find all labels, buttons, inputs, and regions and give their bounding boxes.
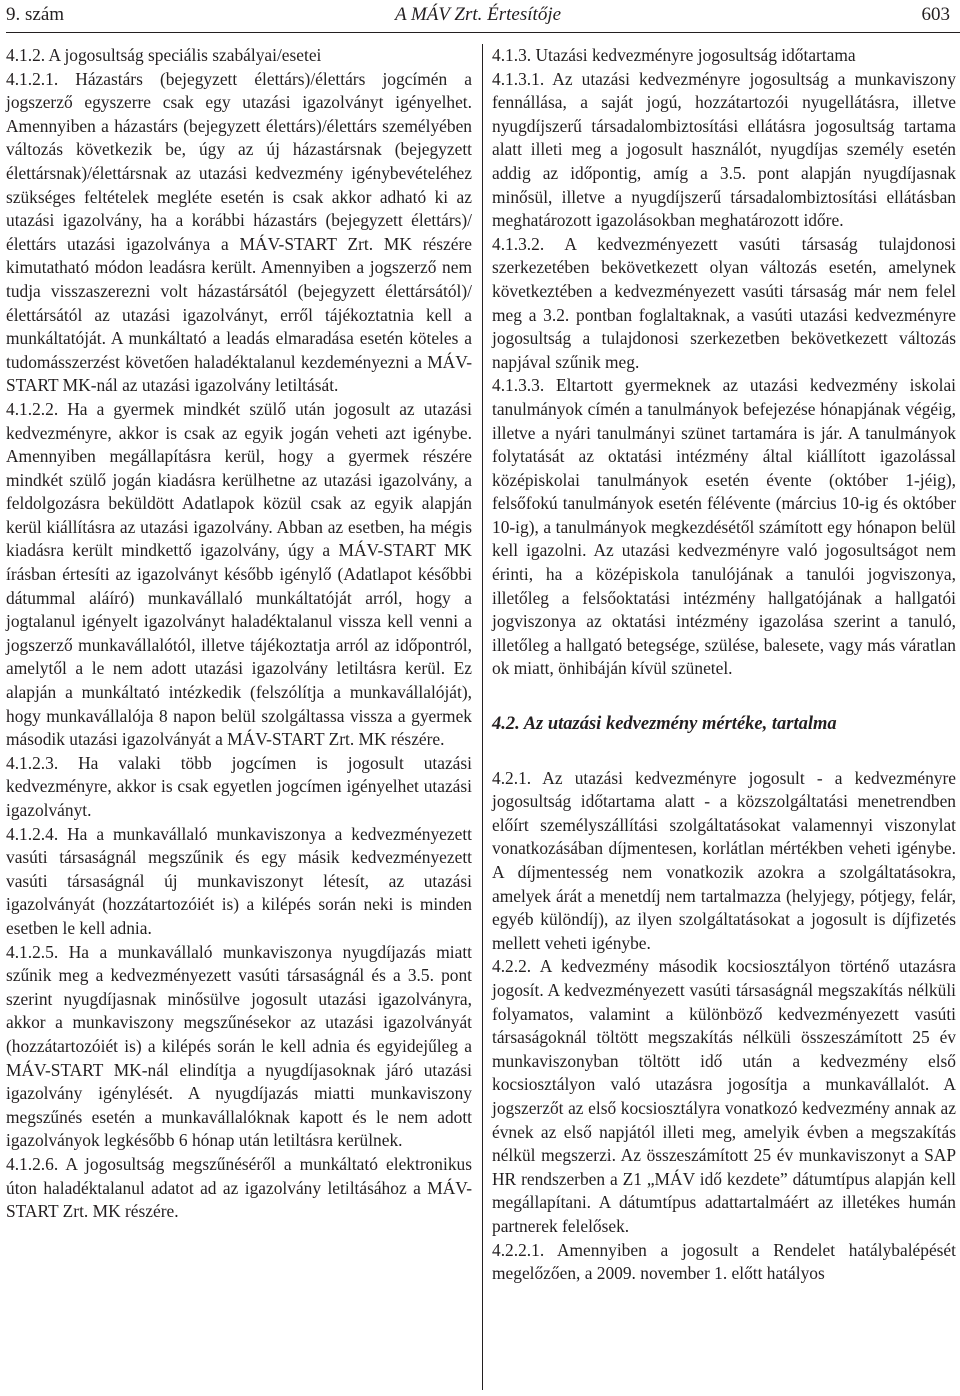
journal-title: A MÁV Zrt. Értesítője [394,4,562,25]
left-column [6,44,472,1224]
paragraph: 4.1.3.2. A kedvezményezett vasúti társaság tulajdonosi szerkezetében bekövetkezett olyan változás esetén, amelynek következtében a kedvezményezett vasúti társaság már nem felel meg a 3.2. pontban foglaltaknak, a vasúti utazási kedvezményre jogosultság a tulajdonosi szerkezetben bekövetkezett változás napjával szűnik meg. [492,233,956,372]
column-divider [482,44,483,1390]
section-heading: 4.2. Az utazási kedvezmény mértéke, tartalma [492,714,837,735]
paragraph: 4.2.2.1. Amennyiben a jogosult a Rendelet hatálybalépését megelőzően, a 2009. november 1. előtt hatályos [492,1239,956,1284]
paragraph: 4.2.1. Az utazási kedvezményre jogosult - a kedvezményre jogosultság időtartama alatt - a közszolgáltatási menetrendben előírt személyszállítási szolgáltatásokat valamennyi viszonylat vonatkozásában díjmentesen, korlátlan mértékben veheti igénybe. A díjmentesség nem vonatkozik azokra a szolgáltatásokra, amelyek árát a menetdíj nem tartalmazza (helyjegy, pótjegy, felár, egyéb különdíj), az ilyen szolgáltatásokat a jogosult is díjfizetés mellett veheti igénybe. [492,767,956,953]
issue-number: 9. szám [6,4,65,25]
right-column [492,44,956,1286]
paragraph: 4.1.2.4. Ha a munkavállaló munkaviszonya a kedvezményezett vasúti társaságnál megszűnik és egy másik kedvezményezett vasúti társaságnál új munkaviszonyt létesít, az utazási igazolványát (hozzátartozóiét is) a kilépés során neki is minden esetben le kell adnia. [6,823,472,938]
paragraph: 4.1.2.3. Ha valaki több jogcímen is jogosult utazási kedvezményre, akkor is csak egyetlen jogcímen igényelhet utazási igazolványt. [6,752,472,820]
paragraph: 4.1.2.1. Házastárs (bejegyzett élettárs)/élettárs jogcímén a jogszerző egyszerre csak egy utazási igazolványt igényelhet. Amennyiben a házastárs (bejegyzett élettárs)/élettárs személyében változás következik be, úgy az új házastársnak (bejegyzett élettársnak)/élettársnak az utazási kedvezmény igénybevételéhez szükséges feltételek megléte esetén is csak akkor adható ki az utazási igazolvány, ha a korábbi házastárs (bejegyzett élettárs)/élettárs utazási igazolványa a MÁV-START Zrt. MK részére kimutatható módon leadásra került. Amennyiben a jogszerző nem tudja visszaszerezni volt házastársától (bejegyzett élettársától)/élettársától az utazási igazolványt, erről tájékoztatnia kell a munkáltatóját. A munkáltató a leadás elmaradása esetén köteles a tudomásszerzést követően haladéktalanul kezdeményezni a MÁV-START MK-nál az utazási igazolvány letiltását. [6,68,472,396]
paragraph: 4.1.3. Utazási kedvezményre jogosultság időtartama [492,45,856,65]
page-header [6,4,950,34]
page-number: 603 [921,4,950,25]
paragraph: 4.1.3.1. Az utazási kedvezményre jogosultság a munkaviszony fennállása, a saját jogú, hozzátartozói nyugellátásra, illetve nyugdíjszerű társadalombiztosítási ellátásra jogosultság tartama alatt illeti meg a jogosult használót, nyugdíjas személy esetén addig az időpontig, amíg a 3.5. pont alapján nyugdíjasnak minősül, illetve a nyugdíjszerű társadalombiztosítási ellátásban meghatározott igazolásokban meghatározott időre. [492,68,956,231]
header-rule [6,32,960,33]
paragraph: 4.1.2.6. A jogosultság megszűnéséről a munkáltató elektronikus úton haladéktalanul adatot ad az igazolvány letiltásához a MÁV-START Zrt. MK részére. [6,1153,472,1222]
paragraph: 4.2.2. A kedvezmény második kocsiosztályon történő utazásra jogosít. A kedvezményezett vasúti társaságnál megszakítás nélküli folyamatos, valamint a különböző kedvezményezett vasúti társaságoknál töltött megszakítás nélküli összeszámított 25 év munkaviszonyban töltött idő után a kedvezmény első kocsiosztályon való utazásra jogosítja a munkavállalót. A jogszerzőt az első kocsiosztályra vonatkozó kedvezmény annak az évnek az első napjától illeti meg, amelyik évben a megszakítás nélkül megszerzi. Az összeszámított 25 év munkaviszonyt a SAP HR rendszerben a Z1 „MÁV idő kezdete” dátumtípus alapján kell megállapítani. A dátumtípus adattartalmáért az illetékes humán partnerek felelősek. [492,956,956,1236]
paragraph: 4.1.2. A jogosultság speciális szabályai/esetei [6,45,322,65]
paragraph: 4.1.2.5. Ha a munkavállaló munkaviszonya nyugdíjazás miatt szűnik meg a kedvezményezett vasúti társaságnál és a 3.5. pont szerint nyugdíjasnak minősülve jogosult utazási igazolványra, akkor a munkaviszony megszűnésekor az utazási igazolványát (hozzátartozóiét is) a kilépés során le kell adnia és egyidejűleg a MÁV-START MK-nál elindítja a nyugdíjasoknak járó utazási igazolvány igénylését. A nyugdíjazás miatti munkaviszony megszűnés esetén a munkavállalóknak kapott és le nem adott igazolványok legkésőbb 6 hónap után letiltásra kerülnek. [6,941,472,1151]
paragraph: 4.1.2.2. Ha a gyermek mindkét szülő után jogosult az utazási kedvezményre, akkor is csak az egyik jogán veheti azt igénybe. Amennyiben megállapításra kerül, hogy a gyermek részére mindkét szülő jogán kiadásra kerülhetne az utazási igazolvány, a feldolgozásra beküldött Adatlapok közül csak az egyik alapján kerül kiállításra az utazási igazolvány. Abban az esetben, ha mégis kiadásra került mindkettő igazolvány, úgy a MÁV-START MK írásban értesíti az igazolványt később igénylő (Adatlapot későbbi dátummal aláíró) munkavállaló munkáltatóját arról, hogy a jogtalanul igényelt igazolványt haladéktalanul vissza kell venni a jogszerző munkavállalótól, illetve tájékoztatja arról az időpontról, amelytől a le nem adott utazási igazolvány letiltásra kerül. Ez alapján a munkáltató intézkedik (felszólítja a munkavállalóját), hogy munkavállalója 8 napon belül szolgáltassa vissza a gyermek második utazási igazolványát a MÁV-START Zrt. MK részére. [6,398,472,750]
paragraph: 4.1.3.3. Eltartott gyermeknek az utazási kedvezmény iskolai tanulmányok címén a tanulmányok befejezése hónapjának végéig, illetve a nyári tanulmányi szünet tartamára is jár. A tanulmányok folytatását az oktatási intézmény által kiállított igazolással középiskolai tanulmányok esetén évente (október 1-jéig), felsőfokú tanulmányok esetén félévente (március 10-ig és október 10-ig), a tanulmányok megkezdésétől számított egy hónapon belül kell igazolni. Az utazási kedvezményre való jogosultságot nem érinti, ha a középiskola tanulójának a tanulói jogviszonya, illetőleg a felsőoktatási intézmény hallgatójának a hallgatói jogviszonya az oktatási intézmény igazolása szerint a tanuló, illetőleg a hallgató betegsége, szülése, balesete, vagy más váratlan ok miatt, önhibáján kívül szünetel. [492,375,956,679]
